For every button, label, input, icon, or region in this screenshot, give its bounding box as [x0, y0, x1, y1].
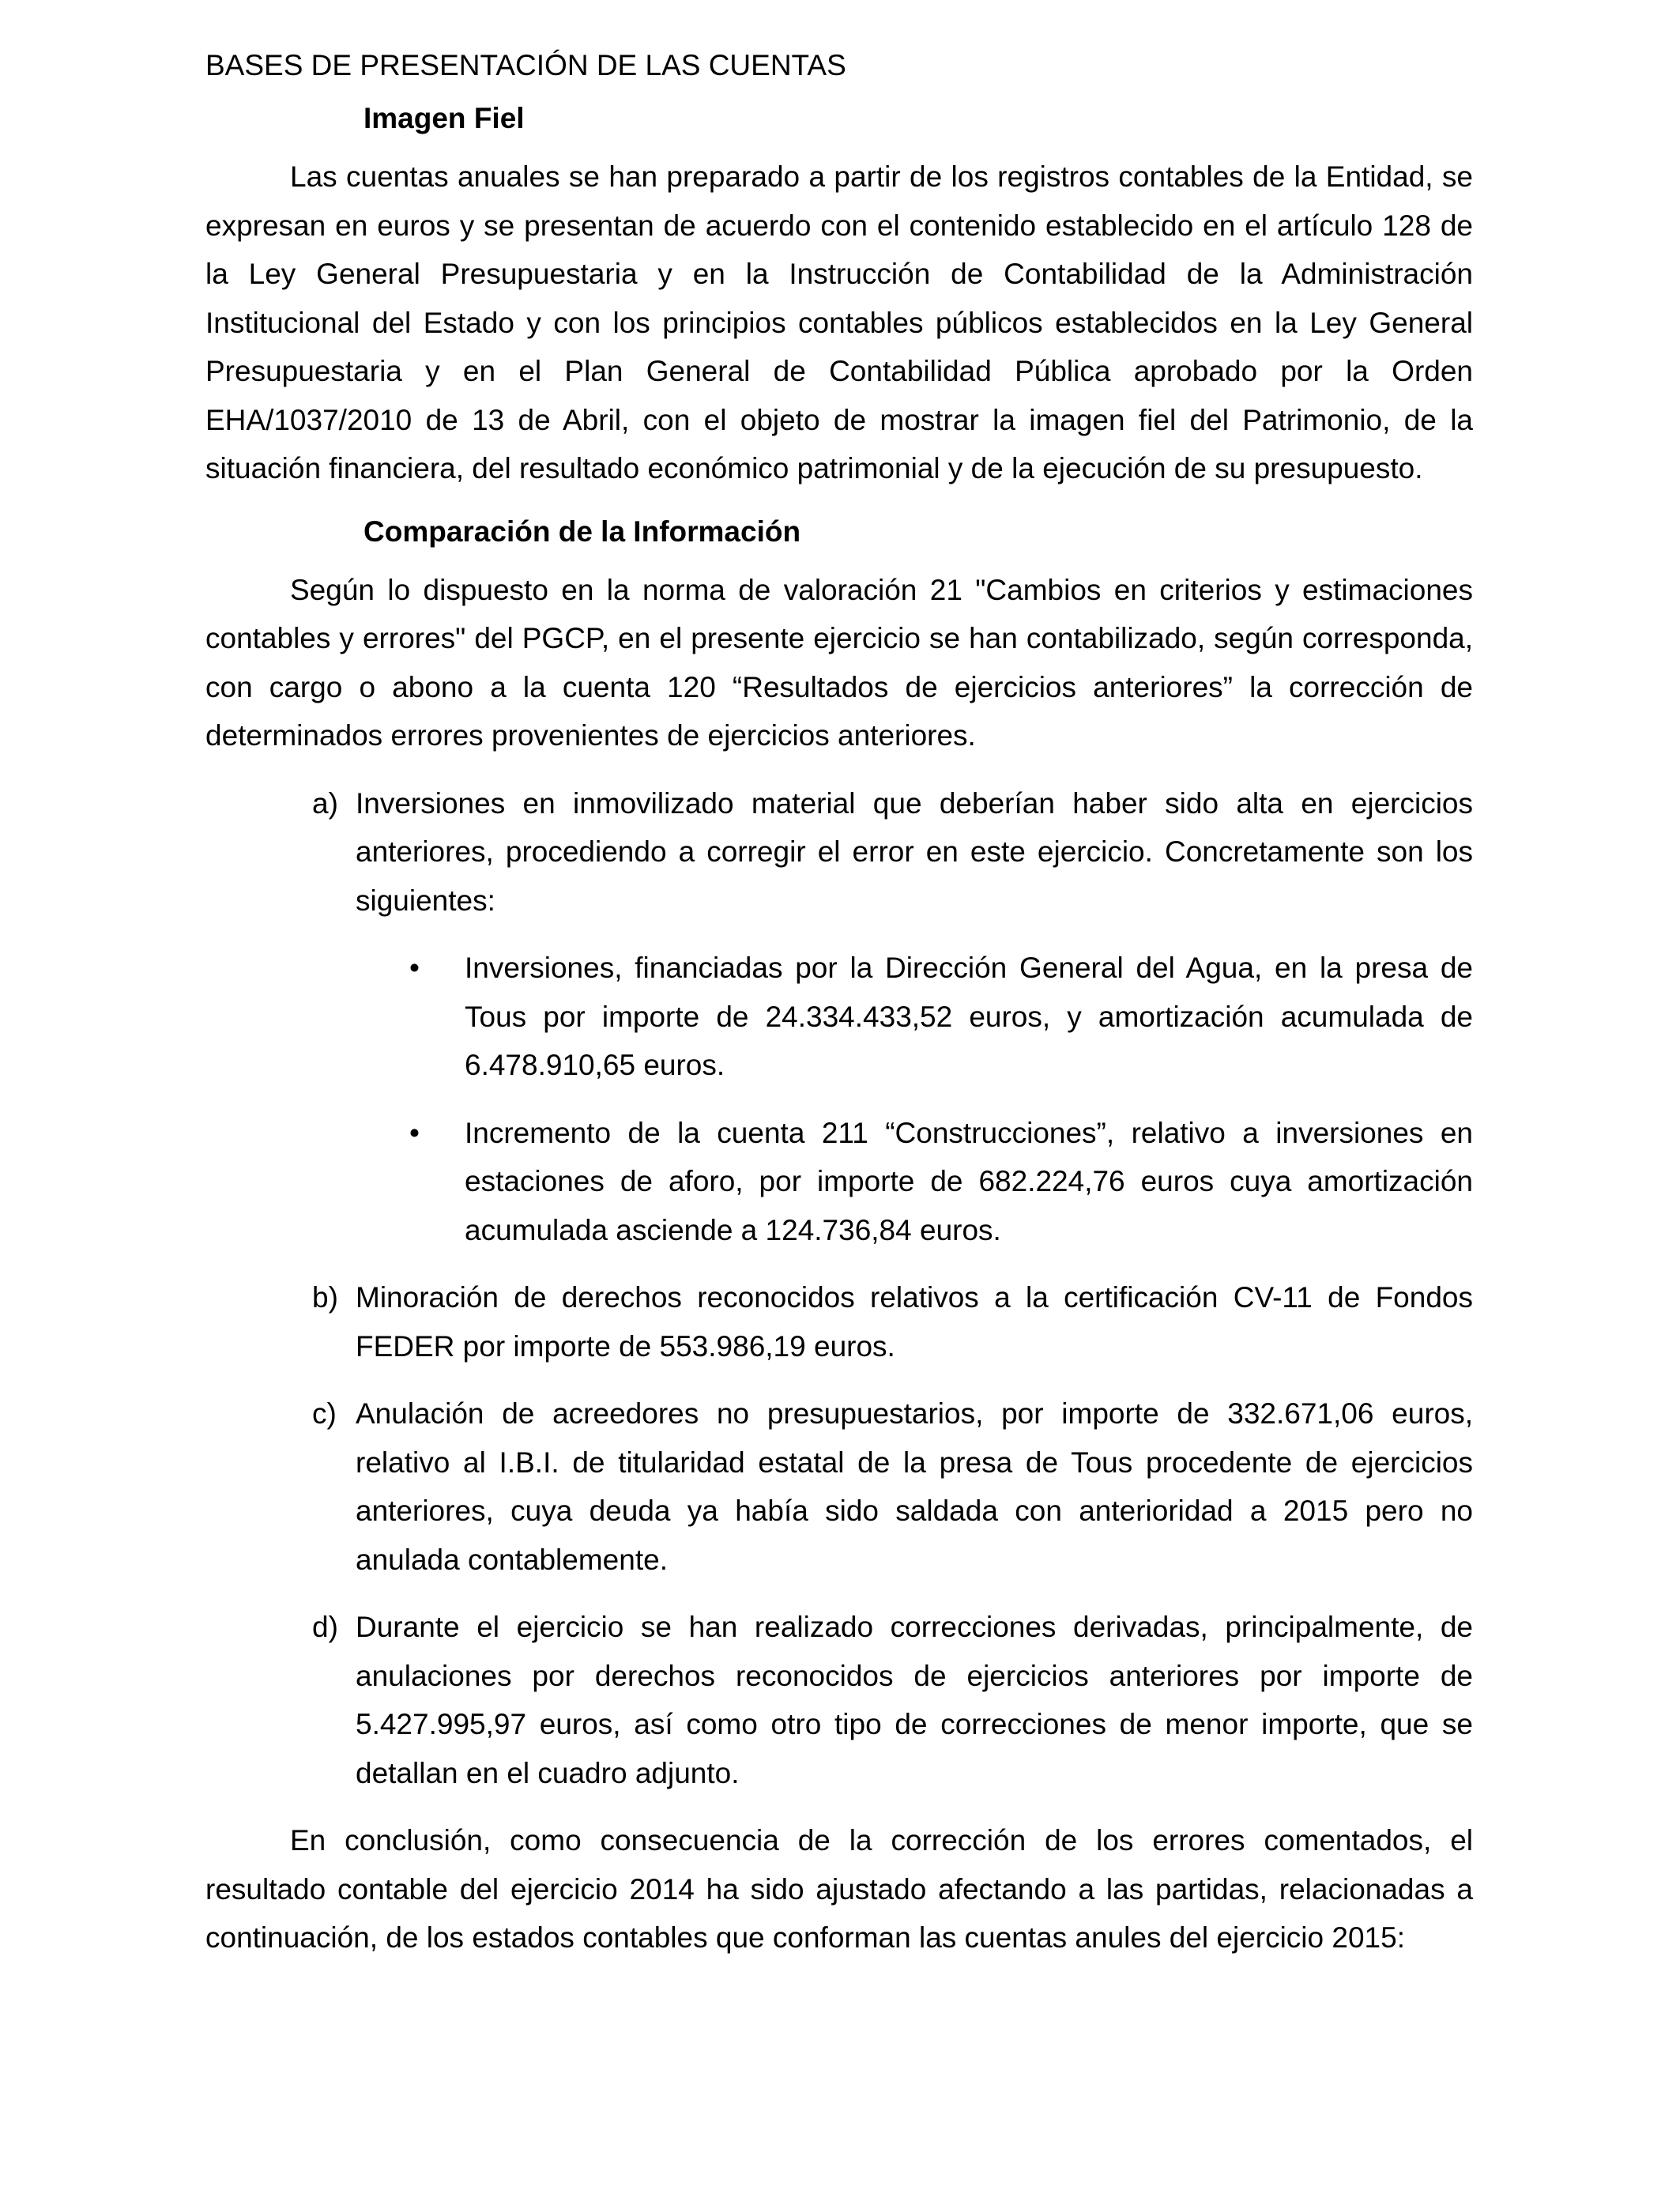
- paragraph-conclusion: En conclusión, como consecuencia de la corrección de los errores comentados, el resultado contable del ejercicio 2014 ha sido ajustado afectando a las partidas, relacionadas a continuación, de los estados contables que conforman las cuentas anules del ejercicio 2015:: [205, 1824, 1473, 1954]
- document-page: [205, 46, 1473, 1962]
- list-marker: d): [312, 1611, 338, 1643]
- list-marker: a): [312, 786, 338, 820]
- bullet-list: [205, 944, 1473, 1254]
- bullet-item: [205, 1109, 1473, 1255]
- list-item-b: [205, 1273, 1473, 1370]
- document-title: BASES DE PRESENTACIÓN DE LAS CUENTAS: [205, 49, 846, 81]
- list-item-text: Inversiones en inmovilizado material que deberían haber sido alta en ejercicios anteriores, procediendo a corregir el error en este ejercicio. Concretamente son los siguientes:: [356, 786, 1473, 917]
- heading-comparacion: Comparación de la Información: [363, 515, 801, 548]
- heading-imagen-fiel: Imagen Fiel: [363, 102, 525, 134]
- bullet-icon: •: [409, 1116, 420, 1149]
- list-item-c: [205, 1389, 1473, 1584]
- corrections-list-continued: [205, 1273, 1473, 1797]
- list-item-text: Anulación de acreedores no presupuestarios, por importe de 332.671,06 euros, relativo al I.B.I. de titularidad estatal de la presa de Tous procedente de ejercicios anteriores, cuya deuda ya había sido saldada con anterioridad a 2015 pero no anulada contablemente.: [356, 1397, 1473, 1576]
- list-item-text: Minoración de derechos reconocidos relativos a la certificación CV-11 de Fondos FEDER por importe de 553.986,19 euros.: [356, 1281, 1473, 1363]
- bullet-item: [205, 944, 1473, 1090]
- paragraph-imagen-fiel: Las cuentas anuales se han preparado a partir de los registros contables de la Entidad, se expresan en euros y se presentan de acuerdo con el contenido establecido en el artículo 128 de la Ley General Presupuestaria y en la Instrucción de Contabilidad de la Administración Institucional del Estado y con los principios contables públicos establecidos en la Ley General Presupuestaria y en el Plan General de Contabilidad Pública aprobado por la Orden EHA/1037/2010 de 13 de Abril, con el objeto de mostrar la imagen fiel del Patrimonio, de la situación financiera, del resultado económico patrimonial y de la ejecución de su presupuesto.: [205, 160, 1473, 484]
- bullet-text: Incremento de la cuenta 211 “Construcciones”, relativo a inversiones en estaciones de aforo, por importe de 682.224,76 euros cuya amortización acumulada asciende a 124.736,84 euros.: [465, 1116, 1473, 1246]
- corrections-list: [205, 779, 1473, 925]
- paragraph-comparacion: Según lo dispuesto en la norma de valoración 21 "Cambios en criterios y estimaciones contables y errores" del PGCP, en el presente ejercicio se han contabilizado, según corresponda, con cargo o abono a la cuenta 120 “Resultados de ejercicios anteriores” la corrección de determinados errores provenientes de ejercicios anteriores.: [205, 573, 1473, 752]
- list-item-text: Durante el ejercicio se han realizado correcciones derivadas, principalmente, de anulaciones por derechos reconocidos de ejercicios anteriores por importe de 5.427.995,97 euros, así como otro tipo de correcciones de menor importe, que se detallan en el cuadro adjunto.: [356, 1611, 1473, 1789]
- list-item-d: [205, 1603, 1473, 1797]
- bullet-text: Inversiones, financiadas por la Dirección General del Agua, en la presa de Tous por importe de 24.334.433,52 euros, y amortización acumulada de 6.478.910,65 euros.: [465, 952, 1473, 1081]
- list-marker: b): [312, 1281, 338, 1314]
- list-item-a: [205, 779, 1473, 925]
- list-marker: c): [312, 1397, 337, 1430]
- bullet-icon: •: [409, 952, 420, 984]
